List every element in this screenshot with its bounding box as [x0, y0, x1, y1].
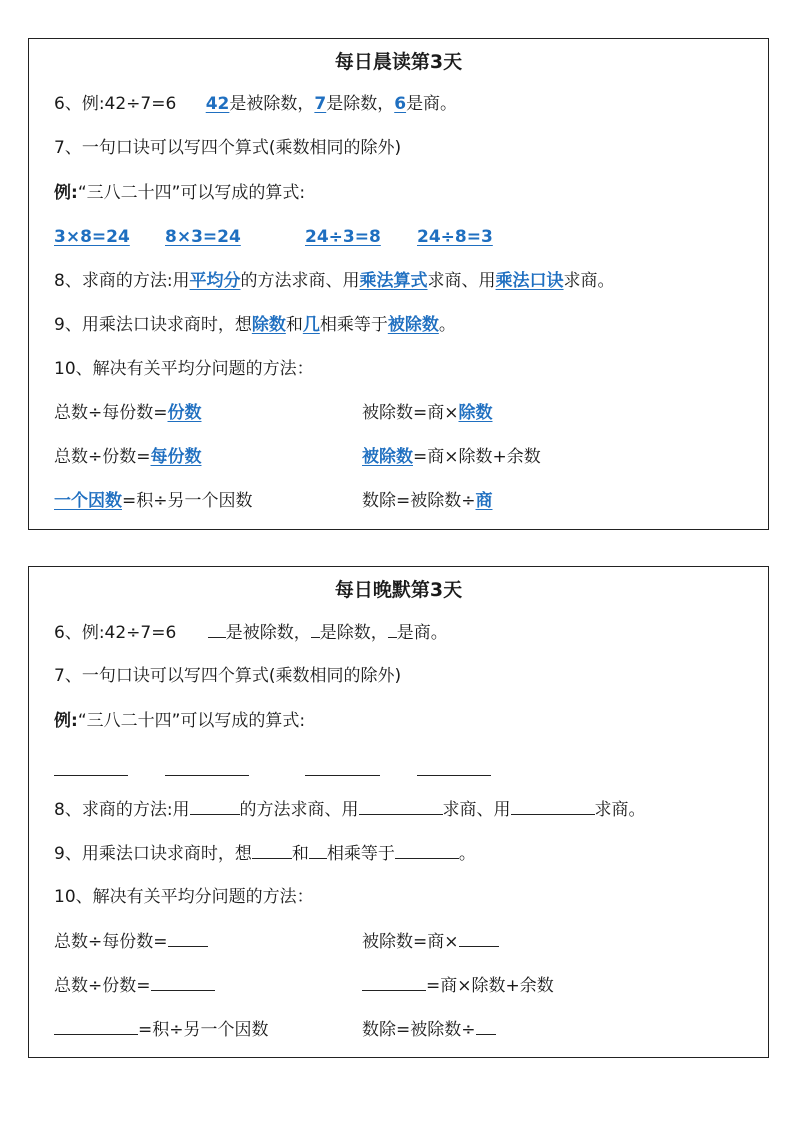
e-l6-t1: 是被除数，: [225, 623, 311, 643]
e-r3-left-text: =积÷另一个因数: [138, 1020, 269, 1040]
m-r2-left-text: 总数÷份数=: [54, 447, 151, 467]
m-r2-left-ans: 每份数: [150, 447, 202, 467]
m-r2-right: [362, 446, 541, 468]
e-r1-left: [54, 930, 208, 953]
e-r3-right: [362, 1018, 496, 1041]
m-formula-3: 24÷3=8: [305, 227, 381, 247]
m-l6-t2: 是除数，: [326, 94, 395, 114]
m-r3-right-ans: 商: [475, 491, 493, 511]
m-r3-left: [54, 490, 253, 512]
m-l8-ans3: 乘法口诀: [495, 271, 564, 291]
m-l6-t1: 是被除数，: [229, 94, 315, 114]
e-r2-left-text: 总数÷份数=: [54, 976, 151, 996]
e-l9-t2: 和: [291, 844, 309, 864]
e-r2-right-blank[interactable]: [362, 974, 426, 991]
m-line-6: [54, 93, 457, 115]
m-r1-right-text: 被除数=商×: [362, 403, 459, 423]
e-r1-right: [362, 930, 499, 953]
e-example-text: “三八二十四”可以写成的算式:: [77, 711, 306, 731]
m-line-8: [54, 270, 615, 292]
e-line-7: 7、一句口诀可以写四个算式(乘数相同的除外): [54, 666, 402, 686]
m-l9-ans3: 被除数: [387, 315, 439, 335]
m-l8-t2: 的方法求商、用: [240, 271, 360, 291]
m-l6-prefix: 6、例:42÷7=6: [54, 94, 177, 114]
m-l9-t1: 9、用乘法口诀求商时，想: [54, 315, 252, 335]
e-r2-left-blank[interactable]: [151, 974, 215, 991]
e-line-10: 10、解决有关平均分问题的方法：: [54, 887, 314, 907]
m-example-text: “三八二十四”可以写成的算式:: [77, 183, 306, 203]
m-l8-t4: 求商。: [563, 271, 615, 291]
e-formula-blank-4[interactable]: [417, 759, 491, 776]
m-r1-left: [54, 402, 202, 424]
e-r1-left-blank[interactable]: [168, 930, 208, 947]
m-formula-1: 3×8=24: [54, 227, 130, 247]
m-l9-ans1: 除数: [251, 315, 286, 335]
e-l8-blank3[interactable]: [511, 798, 595, 815]
m-l8-t1: 8、求商的方法:用: [54, 271, 190, 291]
e-example-label: 例:: [54, 711, 78, 731]
e-l9-blank3[interactable]: [395, 842, 459, 859]
m-r2-right-ans: 被除数: [362, 447, 413, 467]
e-l6-blank2[interactable]: [311, 621, 320, 638]
m-r3-right-text: 数除=被除数÷: [362, 491, 476, 511]
m-formula-2: 8×3=24: [165, 227, 241, 247]
e-l6-prefix: 6、例:42÷7=6: [54, 623, 177, 643]
m-example-line: [54, 182, 305, 204]
e-l6-t3: 是商。: [396, 623, 448, 643]
e-l9-t1: 9、用乘法口诀求商时，想: [54, 844, 252, 864]
m-r1-right: [362, 402, 493, 424]
e-l9-t4: 。: [458, 844, 476, 864]
m-line-9: [54, 314, 456, 336]
m-l6-ans3: 6: [394, 94, 407, 114]
m-l6-ans2: 7: [314, 94, 327, 114]
e-r2-right: [362, 974, 554, 997]
e-r1-right-blank[interactable]: [459, 930, 499, 947]
e-line-8: [54, 798, 646, 821]
e-example-line: [54, 710, 305, 732]
m-example-label: 例:: [54, 183, 78, 203]
e-line-9: [54, 842, 476, 865]
m-formula-4: 24÷8=3: [417, 227, 493, 247]
m-r1-left-ans: 份数: [167, 403, 202, 423]
m-l9-t4: 。: [438, 315, 456, 335]
m-l8-ans2: 乘法算式: [359, 271, 428, 291]
e-r3-right-blank[interactable]: [476, 1018, 496, 1035]
m-l8-t3: 求商、用: [427, 271, 496, 291]
e-l9-blank1[interactable]: [252, 842, 292, 859]
e-r2-left: [54, 974, 215, 997]
e-l8-blank1[interactable]: [190, 798, 240, 815]
m-r2-left: [54, 446, 202, 468]
morning-title: 每日晨读第3天: [334, 51, 463, 73]
e-l6-blank3[interactable]: [388, 621, 397, 638]
m-r2-right-text: =商×除数+余数: [413, 447, 541, 467]
e-line-6: [54, 621, 448, 644]
e-r3-left-blank[interactable]: [54, 1018, 138, 1035]
m-l8-ans1: 平均分: [189, 271, 241, 291]
e-formula-blank-1[interactable]: [54, 759, 128, 776]
e-r3-right-text: 数除=被除数÷: [362, 1020, 476, 1040]
m-l6-t3: 是商。: [406, 94, 458, 114]
e-l6-t2: 是除数，: [319, 623, 388, 643]
e-r1-right-text: 被除数=商×: [362, 932, 459, 952]
m-r1-left-text: 总数÷每份数=: [54, 403, 168, 423]
m-l9-t3: 相乘等于: [319, 315, 388, 335]
e-l6-blank1[interactable]: [208, 621, 226, 638]
e-r3-left: [54, 1018, 269, 1041]
m-l6-ans1: 42: [205, 94, 230, 114]
m-l9-ans2: 几: [302, 315, 320, 335]
evening-title: 每日晚默第3天: [334, 579, 463, 601]
m-r1-right-ans: 除数: [458, 403, 493, 423]
m-line-7: 7、一句口诀可以写四个算式(乘数相同的除外): [54, 138, 402, 158]
e-l8-t2: 的方法求商、用: [239, 800, 359, 820]
e-r2-right-text: =商×除数+余数: [426, 976, 554, 996]
e-formula-blank-2[interactable]: [165, 759, 249, 776]
m-r3-right: [362, 490, 493, 512]
e-l9-blank2[interactable]: [309, 842, 327, 859]
e-l8-blank2[interactable]: [359, 798, 443, 815]
e-r1-left-text: 总数÷每份数=: [54, 932, 168, 952]
m-l9-t2: 和: [285, 315, 303, 335]
m-line-10: 10、解决有关平均分问题的方法：: [54, 359, 314, 379]
e-l8-t3: 求商、用: [442, 800, 511, 820]
morning-reading-box: [28, 38, 769, 530]
e-l8-t4: 求商。: [594, 800, 646, 820]
e-l8-t1: 8、求商的方法:用: [54, 800, 190, 820]
e-formula-blank-3[interactable]: [305, 759, 380, 776]
e-l9-t3: 相乘等于: [326, 844, 395, 864]
m-r3-left-text: =积÷另一个因数: [122, 491, 253, 511]
m-r3-left-ans: 一个因数: [54, 491, 122, 511]
evening-dictation-box: [28, 566, 769, 1058]
